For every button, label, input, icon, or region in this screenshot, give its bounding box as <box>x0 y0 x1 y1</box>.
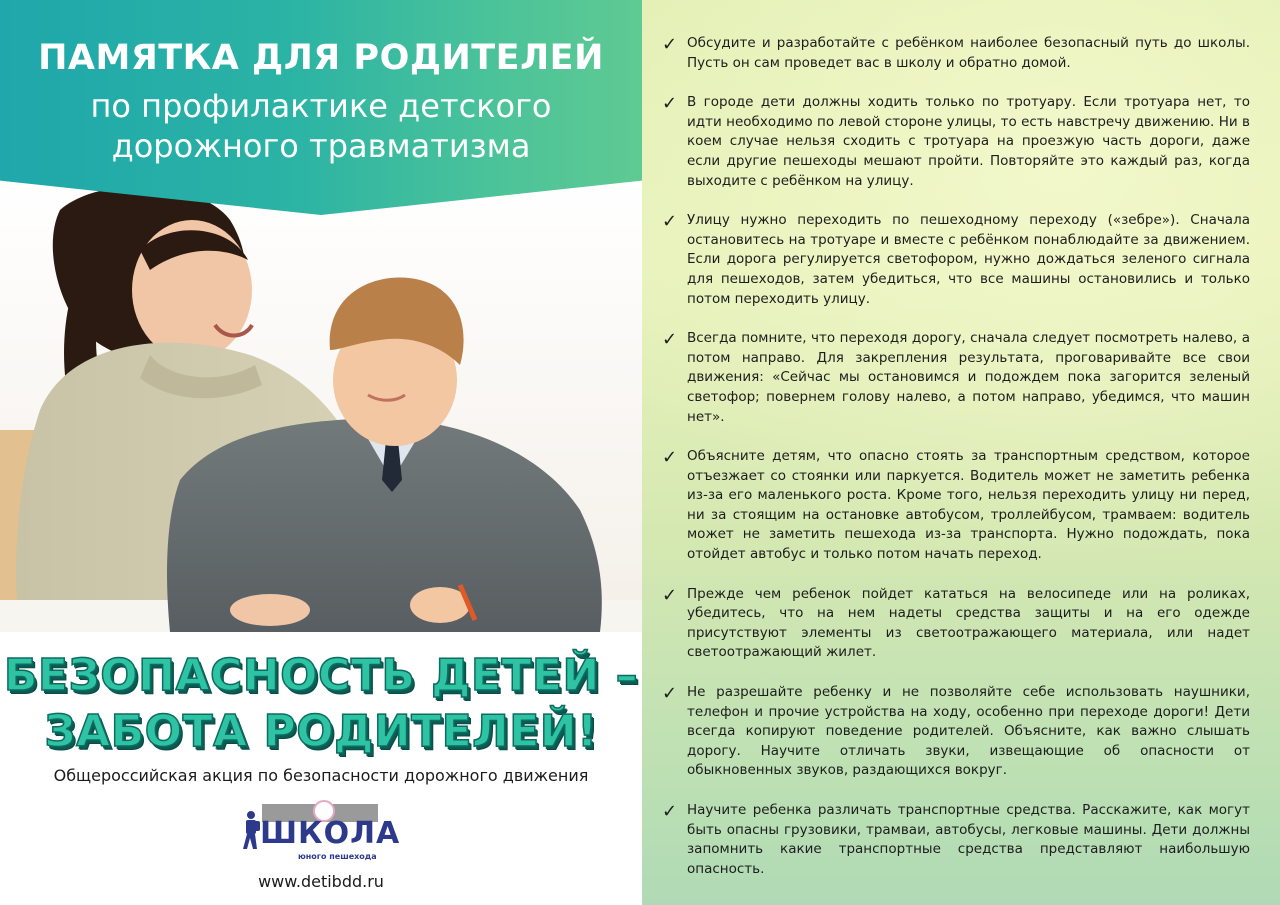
tip-text: Научите ребенка различать транспортные средства. Расскажите, как могут быть опасны грузовики, трамваи, автобусы, легковые машины. Дети должны запомнить какие транспортные средства представляют наибольшую опасность. <box>687 802 1250 877</box>
subtitle-line-1: по профилактике детского <box>90 87 552 125</box>
pedestrian-kid-icon <box>240 810 262 850</box>
page-title: ПАМЯТКА ДЛЯ РОДИТЕЛЕЙ <box>38 38 604 78</box>
tip-text: Не разрешайте ребенку и не позволяйте себе использовать наушники, телефон и прочие устройства на ходу, особенно при переходе дороги! Дети всегда копируют поведение родителей. Объясните, как важно слышать дорогу. Научите отличать звуки, извещающие об опасности от обыкновенных звуков, раздающихся вокруг. <box>687 684 1250 779</box>
tip-text: Обсудите и разработайте с ребёнком наиболее безопасный путь до школы. Пусть он сам проведет вас в школу и обратно домой. <box>687 35 1250 71</box>
tip-item <box>662 585 1250 663</box>
tip-item <box>662 34 1250 73</box>
slogan-line-1: БЕЗОПАСНОСТЬ ДЕТЕЙ – <box>3 650 639 701</box>
tips-list <box>662 34 1250 899</box>
tip-item <box>662 683 1250 781</box>
logo-subtitle: юного пешехода <box>298 852 377 861</box>
logo-school-young-pedestrian <box>240 800 401 864</box>
illustration-mother-and-son <box>0 180 642 632</box>
tip-text: Улицу нужно переходить по пешеходному переходу («зебре»). Сначала остановитесь на тротуаре и вместе с ребёнком понаблюдайте за движением. Если дорога регулируется светофором, нужно дождаться зеленого сигнала для пешеходов, затем убедиться, что все машины остановились и только потом переходить улицу. <box>687 212 1250 307</box>
check-icon: ✓ <box>662 93 678 115</box>
tip-text: Всегда помните, что переходя дорогу, сначала следует посмотреть налево, а потом направо. Для закрепления результата, проговаривайте все свои движения: «Сейчас мы остановимся и подождем пока загорится зеленый светофор; повернем голову налево, а потом направо, убедимся, что машин нет». <box>687 330 1250 425</box>
tip-text: Прежде чем ребенок пойдет кататься на велосипеде или на роликах, убедитесь, что на нем надеты средства защиты и на его одежде присутствуют элементы из светоотражающего материала, или надет светоотражающий жилет. <box>687 585 1250 661</box>
tip-item <box>662 801 1250 879</box>
tip-item <box>662 447 1250 565</box>
check-icon: ✓ <box>662 584 678 606</box>
check-icon: ✓ <box>662 683 678 705</box>
tip-item <box>662 329 1250 427</box>
logo-word: ШКОЛА <box>260 816 401 851</box>
check-icon: ✓ <box>662 447 678 469</box>
page-subtitle <box>0 86 642 166</box>
campaign-text: Общероссийская акция по безопасности дорожного движения <box>53 766 589 785</box>
slogan-line-2: ЗАБОТА РОДИТЕЛЕЙ! <box>44 706 598 757</box>
check-icon: ✓ <box>662 329 678 351</box>
tip-item <box>662 93 1250 191</box>
check-icon: ✓ <box>662 801 678 822</box>
tips-panel <box>642 0 1280 905</box>
check-icon: ✓ <box>662 211 678 233</box>
check-icon: ✓ <box>662 34 678 55</box>
tip-text: Объясните детям, что опасно стоять за транспортным средством, которое отъезжает со стоянки или паркуется. Водитель может не заметить ребенка из-за его маленького роста. Кроме того, нельзя переходить улицу ни перед, ни за стоящим на остановке автобусом, троллейбусом, трамваем: водитель может не заметить пешехода из-за транспорта. Нужно подождать, пока отойдет автобус и только потом начать переход. <box>687 448 1250 563</box>
site-url[interactable]: www.detibdd.ru <box>258 872 384 891</box>
tip-item <box>662 211 1250 309</box>
subtitle-line-2: дорожного травматизма <box>111 127 531 165</box>
tip-text: В городе дети должны ходить только по тротуару. Если тротуара нет, то идти необходимо по левой стороне улицы, то есть навстречу движению. Ни в коем случае нельзя сходить с тротуара на проезжую часть дороги, даже если другие пешеходы мешают пройти. Повторяйте это каждый раз, когда выходите с ребёнком на улицу. <box>687 94 1250 189</box>
